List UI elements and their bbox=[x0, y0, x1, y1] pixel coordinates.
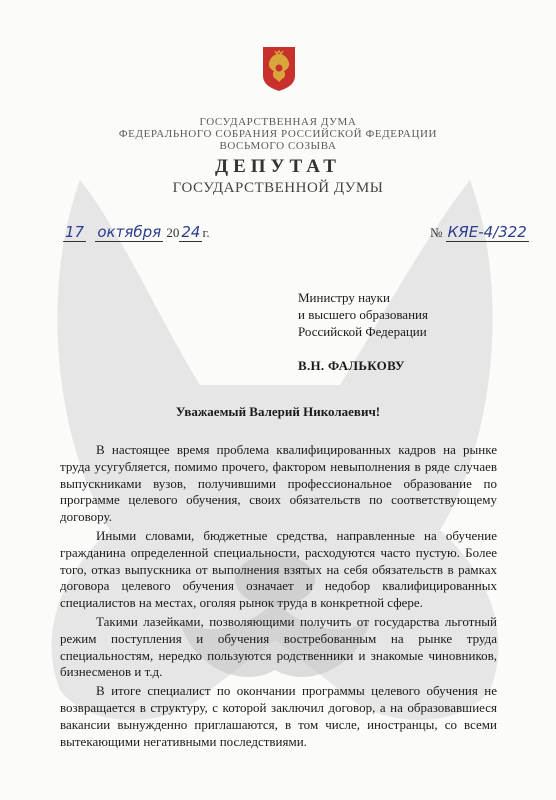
date-year: 24 bbox=[181, 223, 201, 241]
letter-body bbox=[60, 442, 497, 752]
paragraph: Иными словами, бюджетные средства, направленные на обучение гражданина определенной специальности, расходуются часто пустую. Более того, отказ выпускника от выполнения взятых на себя обязательств в рамках договора целевого обучения означает и недобор квалифицированных специалистов на местах, оголяя рынок труда в конкретной сфере. bbox=[60, 527, 497, 611]
date-day: 17 bbox=[65, 223, 85, 241]
paragraph: В итоге специалист по окончании программы целевого обучения не возвращается в структуру, с которой заключил договор, а на образовавшиеся вакансии вынужденно приглашаются, в том числе, иностранцы, со всеми вытекающими негативными последствиями. bbox=[60, 683, 497, 749]
header-line-3: ВОСЬМОГО СОЗЫВА bbox=[219, 140, 337, 152]
number-prefix: № bbox=[430, 225, 443, 240]
addressee-line-2: и высшего образования bbox=[298, 307, 428, 322]
paragraph: Такими лазейками, позволяющими получить от государства льготный режим поступления и обучения востребованным на рынке труда специальностям, нередко пользуются родственники и знакомые чиновников, бизнесменов и т.д. bbox=[60, 613, 497, 680]
document-title: ДЕПУТАТ bbox=[215, 156, 341, 177]
header-line-1: ГОСУДАРСТВЕННАЯ ДУМА bbox=[199, 116, 357, 128]
addressee-line-3: Российской Федерации bbox=[298, 324, 427, 339]
number-value: КЯЕ-4/322 bbox=[447, 223, 527, 241]
addressee-name: В.Н. ФАЛЬКОВУ bbox=[298, 358, 405, 373]
date-line bbox=[63, 223, 210, 242]
addressee-line-1: Министру науки bbox=[298, 290, 390, 305]
greeting: Уважаемый Валерий Николаевич! bbox=[175, 404, 381, 419]
addressee-block bbox=[298, 289, 428, 340]
document-subtitle: ГОСУДАРСТВЕННОЙ ДУМЫ bbox=[172, 180, 384, 196]
date-month: октября bbox=[97, 223, 162, 241]
date-century: 20 bbox=[166, 225, 180, 240]
date-suffix: г. bbox=[202, 225, 210, 240]
paragraph: В настоящее время проблема квалифицированных кадров на рынке труда усугубляется, помимо прочего, фактором невыполнения в ряде случаев выпускниками вузов, получившими профессиональное образование по программе целевого обучения, своих обязательств по соответствующему договору. bbox=[60, 442, 497, 525]
registration-number bbox=[430, 223, 529, 242]
header-line-2: ФЕДЕРАЛЬНОГО СОБРАНИЯ РОССИЙСКОЙ ФЕДЕРАЦИИ bbox=[118, 128, 438, 140]
state-emblem-icon bbox=[262, 46, 296, 92]
